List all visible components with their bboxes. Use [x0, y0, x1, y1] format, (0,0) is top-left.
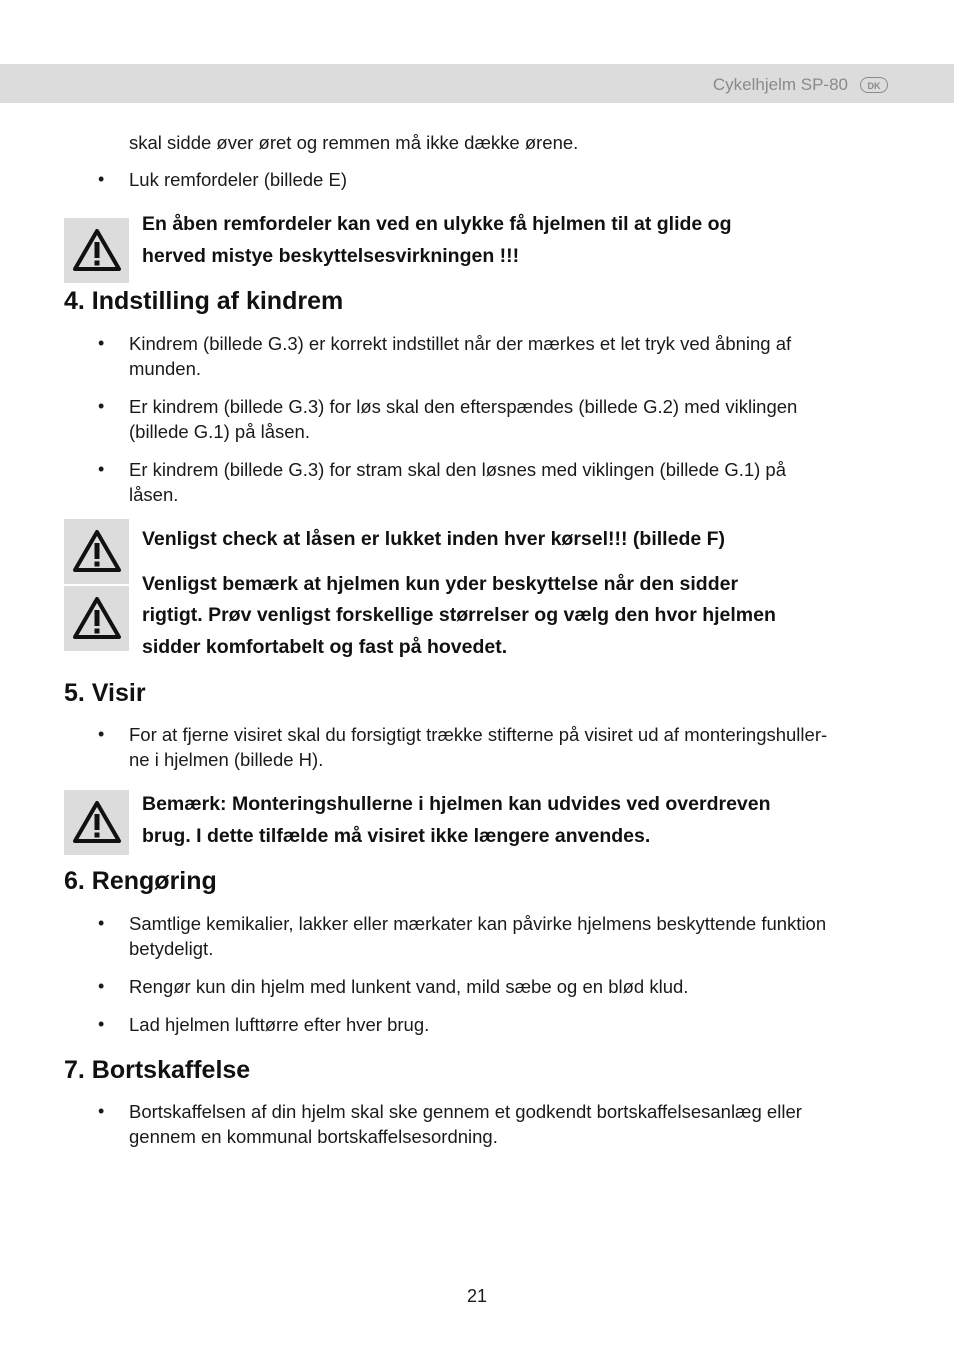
bullet: •	[98, 1101, 105, 1121]
document-title: Cykelhjelm SP-80	[712, 75, 848, 94]
bullet: •	[98, 333, 105, 353]
list-item: Lad hjelmen lufttørre efter hver brug.	[129, 1014, 430, 1035]
warning-box	[64, 519, 129, 584]
list-item: gennem en kommunal bortskaffelsesordning.	[129, 1126, 498, 1147]
list-item: Kindrem (billede G.3) er korrekt indstillet når der mærkes et let tryk ved åbning af	[129, 333, 792, 354]
list-item: betydeligt.	[129, 938, 214, 959]
bullet: •	[98, 976, 105, 996]
warning-text: Bemærk: Monteringshullerne i hjelmen kan udvides ved overdreven	[142, 793, 771, 815]
warning-text: sidder komfortabelt og fast på hovedet.	[142, 636, 508, 658]
warning-text: brug. I dette tilfælde må visiret ikke længere anvendes.	[142, 825, 651, 847]
warning-box	[64, 790, 129, 855]
list-item: Bortskaffelsen af din hjelm skal ske gennem et godkendt bortskaffelsesanlæg eller	[129, 1101, 802, 1122]
list-item: Er kindrem (billede G.3) for stram skal den løsnes med viklingen (billede G.1) på	[129, 459, 787, 480]
page-number: 21	[466, 1286, 488, 1306]
section-heading: 5. Visir	[64, 679, 146, 707]
list-item: For at fjerne visiret skal du forsigtigt trække stifterne på visiret ud af monteringshuller-	[129, 724, 828, 745]
warning-icon	[72, 227, 122, 273]
list-item: (billede G.1) på låsen.	[129, 421, 310, 442]
section-heading: 4. Indstilling af kindrem	[64, 287, 344, 315]
bullet: •	[98, 1014, 105, 1034]
bullet: •	[98, 724, 105, 744]
warning-text: rigtigt. Prøv venligst forskellige størrelser og vælg den hvor hjelmen	[142, 604, 776, 626]
warning-text: herved mistye beskyttelsesvirkningen !!!	[142, 245, 520, 267]
list-item: Rengør kun din hjelm med lunkent vand, mild sæbe og en blød klud.	[129, 976, 689, 997]
warning-text: Venligst bemærk at hjelmen kun yder beskyttelse når den sidder	[142, 573, 739, 595]
warning-icon	[72, 799, 122, 845]
language-badge: DK	[860, 77, 888, 93]
bullet: •	[98, 459, 105, 479]
warning-text: Venligst check at låsen er lukket inden hver kørsel!!! (billede F)	[142, 528, 726, 550]
warning-icon	[72, 595, 122, 641]
list-item: Samtlige kemikalier, lakker eller mærkater kan påvirke hjelmens beskyttende funktion	[129, 913, 827, 934]
section-heading: 6. Rengøring	[64, 867, 217, 895]
warning-box	[64, 586, 129, 651]
warning-box	[64, 218, 129, 283]
list-item: låsen.	[129, 484, 179, 505]
page-header	[0, 64, 954, 103]
section-heading: 7. Bortskaffelse	[64, 1056, 251, 1084]
warning-text: En åben remfordeler kan ved en ulykke få hjelmen til at glide og	[142, 213, 732, 235]
list-item: munden.	[129, 358, 201, 379]
bullet: •	[98, 396, 105, 416]
warning-icon	[72, 528, 122, 574]
list-item: Luk remfordeler (billede E)	[129, 169, 347, 190]
continuation-text: skal sidde øver øret og remmen må ikke dække ørene.	[129, 132, 579, 153]
bullet: •	[98, 169, 105, 189]
list-item: Er kindrem (billede G.3) for løs skal den efterspændes (billede G.2) med viklingen	[129, 396, 798, 417]
bullet: •	[98, 913, 105, 933]
list-item: ne i hjelmen (billede H).	[129, 749, 324, 770]
